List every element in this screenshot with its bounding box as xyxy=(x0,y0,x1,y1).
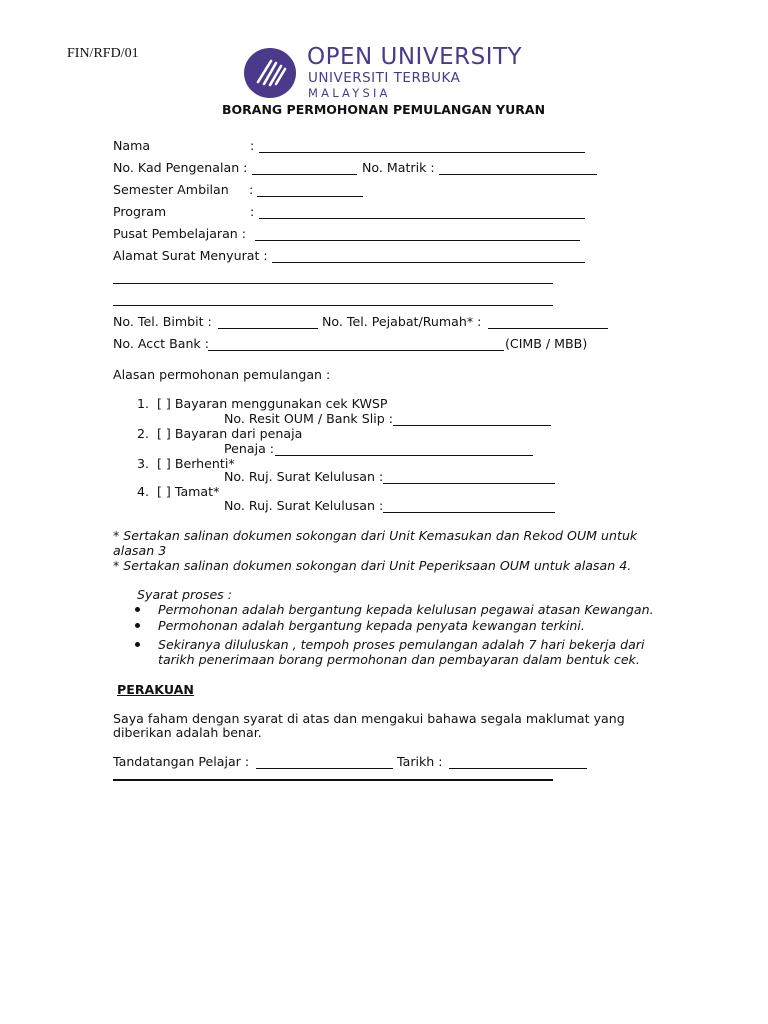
field-line-alamat[interactable] xyxy=(272,262,585,263)
field-label-program: Program xyxy=(113,204,167,219)
condition-item: Sekiranya diluluskan , tempoh proses pemulangan adalah 7 hari bekerja dari xyxy=(158,637,645,652)
org-name: OPEN UNIVERSITY xyxy=(307,44,523,70)
date-line[interactable] xyxy=(449,768,587,769)
reason-sub-line[interactable] xyxy=(275,455,533,456)
field-line-semester[interactable] xyxy=(257,196,363,197)
condition-item-cont: tarikh penerimaan borang permohonan dan pembayaran dalam bentuk cek. xyxy=(158,652,640,667)
field-line-nama[interactable] xyxy=(259,152,585,153)
reason-sub-label: No. Ruj. Surat Kelulusan : xyxy=(224,498,384,513)
reason-sub-label: No. Resit OUM / Bank Slip : xyxy=(224,411,393,426)
field-line-alamat-2[interactable] xyxy=(113,283,553,284)
reason-number: 1. xyxy=(137,396,150,411)
reason-sub-label: No. Ruj. Surat Kelulusan : xyxy=(224,469,384,484)
reason-number: 4. xyxy=(137,484,150,499)
field-colon-semester: : xyxy=(249,182,254,197)
org-name-malay: UNIVERSITI TERBUKA xyxy=(308,70,461,86)
bottom-rule xyxy=(113,779,553,781)
conditions-heading: Syarat proses : xyxy=(137,587,232,602)
field-colon-program: : xyxy=(250,204,255,219)
declaration-heading: PERAKUAN xyxy=(117,682,194,697)
field-line-tel-pejabat[interactable] xyxy=(488,328,608,329)
reason-sub-line[interactable] xyxy=(393,425,551,426)
reason-sub-line[interactable] xyxy=(383,483,555,484)
bullet-icon xyxy=(135,623,140,628)
field-label-ic: No. Kad Pengenalan : xyxy=(113,160,248,175)
reason-number: 3. xyxy=(137,456,150,471)
reason-checkbox-tamat[interactable]: [ ] Tamat* xyxy=(157,484,220,499)
field-label-semester: Semester Ambilan xyxy=(113,182,229,197)
field-label-tel-pejabat: No. Tel. Pejabat/Rumah* : xyxy=(322,314,482,329)
reason-sub-label: Penaja : xyxy=(224,441,275,456)
field-label-matrik: No. Matrik : xyxy=(362,160,435,175)
reasons-heading: Alasan permohonan pemulangan : xyxy=(113,367,331,382)
field-colon-nama: : xyxy=(250,138,255,153)
bullet-icon xyxy=(135,607,140,612)
field-line-alamat-3[interactable] xyxy=(113,305,553,306)
condition-item: Permohonan adalah bergantung kepada penyata kewangan terkini. xyxy=(158,618,585,633)
field-line-pusat[interactable] xyxy=(255,240,580,241)
note-reason-4: * Sertakan salinan dokumen sokongan dari Unit Peperiksaan OUM untuk alasan 4. xyxy=(113,558,632,573)
field-line-acct[interactable] xyxy=(208,350,504,351)
note-reason-3: * Sertakan salinan dokumen sokongan dari Unit Kemasukan dan Rekod OUM untuk xyxy=(113,528,638,543)
reason-checkbox-kwsp[interactable]: [ ] Bayaran menggunakan cek KWSP xyxy=(157,396,388,411)
field-label-tel-bimbit: No. Tel. Bimbit : xyxy=(113,314,212,329)
field-label-acct: No. Acct Bank : xyxy=(113,336,209,351)
condition-item: Permohonan adalah bergantung kepada kelulusan pegawai atasan Kewangan. xyxy=(158,602,654,617)
org-country: MALAYSIA xyxy=(308,86,391,100)
signature-label: Tandatangan Pelajar : xyxy=(113,754,250,769)
reason-sub-line[interactable] xyxy=(383,512,555,513)
field-line-program[interactable] xyxy=(259,218,585,219)
date-label: Tarikh : xyxy=(397,754,443,769)
reason-checkbox-berhenti[interactable]: [ ] Berhenti* xyxy=(157,456,235,471)
declaration-text: Saya faham dengan syarat di atas dan mengakui bahawa segala maklumat yang xyxy=(113,711,625,726)
oum-logo-icon xyxy=(244,48,296,98)
reason-number: 2. xyxy=(137,426,150,441)
field-acct-bank-suffix: (CIMB / MBB) xyxy=(505,336,588,351)
field-label-alamat: Alamat Surat Menyurat : xyxy=(113,248,268,263)
note-reason-3-cont: alasan 3 xyxy=(113,543,167,558)
document-code: FIN/RFD/01 xyxy=(67,46,139,61)
declaration-text-cont: diberikan adalah benar. xyxy=(113,725,262,740)
field-line-tel-bimbit[interactable] xyxy=(218,328,318,329)
field-line-ic[interactable] xyxy=(252,174,357,175)
bullet-icon xyxy=(135,642,140,647)
form-title: BORANG PERMOHONAN PEMULANGAN YURAN xyxy=(222,102,546,117)
signature-line[interactable] xyxy=(256,768,393,769)
field-line-matrik[interactable] xyxy=(439,174,597,175)
field-label-pusat: Pusat Pembelajaran : xyxy=(113,226,247,241)
field-label-nama: Nama xyxy=(113,138,151,153)
reason-checkbox-penaja[interactable]: [ ] Bayaran dari penaja xyxy=(157,426,303,441)
